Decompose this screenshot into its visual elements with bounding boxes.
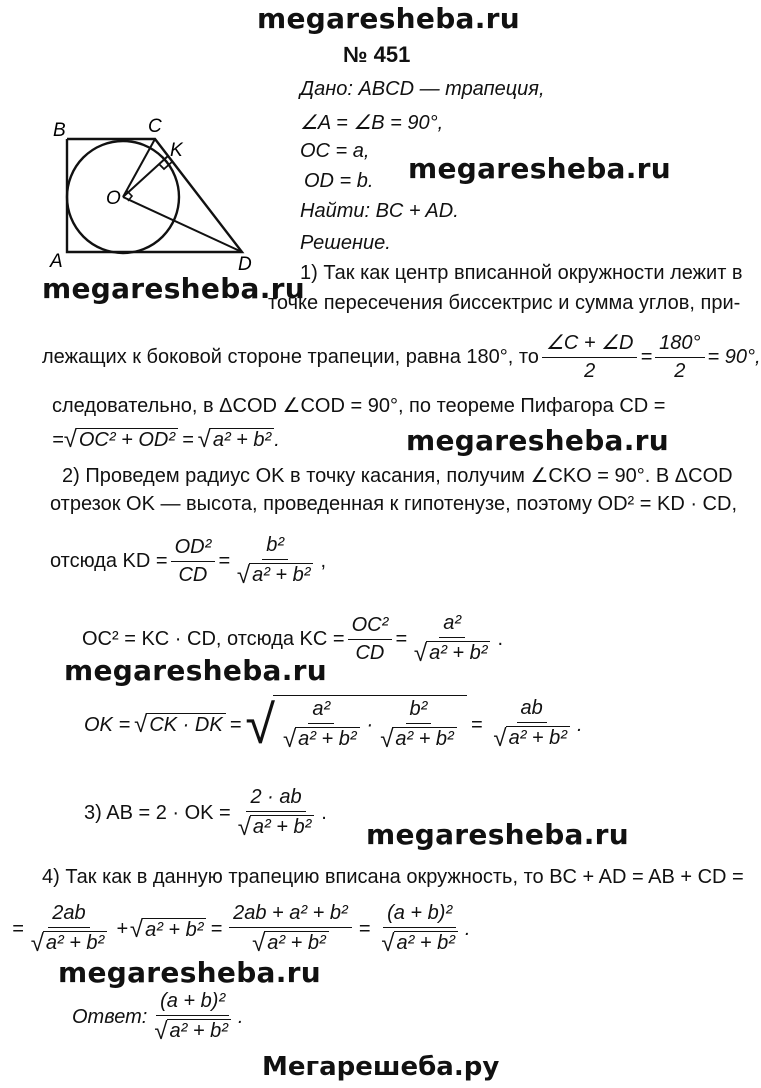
step2-line-1: 2) Проведем радиус OK в точку касания, получим ∠CKO = 90°. В ΔCOD bbox=[62, 465, 733, 487]
fraction-angles: $\frac{\angle C + \angle D}{2}$ bbox=[542, 332, 638, 383]
kc-formula: OC² = KC · CD, отсюда KC = $\frac{\text{OC²}}{CD}$ = $\frac{\text{a²}}{\text{√ a² + b²}}$ . bbox=[82, 612, 504, 667]
label-d: D bbox=[238, 254, 252, 275]
given-line-4: OD = b. bbox=[304, 170, 374, 192]
sqrt-oc-od: OC² + OD² bbox=[76, 428, 178, 452]
given-line-1: Дано: ABCD — трапеция, bbox=[300, 78, 545, 100]
problem-number: № 451 bbox=[343, 42, 411, 67]
kd-formula: отсюда KD = $\frac{\text{OD²}}{CD}$ = $\frac{\text{b²}}{\text{√ a² + b²}}$ , bbox=[50, 534, 327, 589]
ok-formula: OK = √ CK · DK = √ $\frac{\text{a²}}{\text{√ a² + b²}}$ · $\frac{\text{b²}}{\text{√ a² + b²}}$ = $\frac{ab}{\text{√ a² + b²}}$ . bbox=[84, 695, 583, 755]
given-line-3: OC = a, bbox=[300, 140, 370, 162]
segment-od bbox=[123, 197, 242, 252]
watermark-top: megaresheba.ru bbox=[257, 2, 521, 35]
label-c: C bbox=[148, 116, 162, 137]
given-line-2: ∠A = ∠B = 90°, bbox=[300, 112, 444, 134]
segment-ok bbox=[123, 156, 168, 197]
watermark-5: megaresheba.ru bbox=[366, 818, 630, 851]
step4-formula: = $\frac{2ab}{\text{√ a² + b²}}$ + √ a² + b² = $\frac{\text{2ab + a² + b²}}{\text{√ a² + b²}}$ = $\frac{\text{(a + b)²}}{\text{√ a² + b²}}$ . bbox=[12, 902, 471, 957]
label-o: O bbox=[106, 188, 121, 209]
step1-line-2: точке пересечения биссектрис и сумма углов, при- bbox=[268, 292, 741, 314]
label-a: A bbox=[50, 251, 63, 272]
step1-line-4: следовательно, в ΔCOD ∠COD = 90°, по теореме Пифагора CD = bbox=[52, 395, 666, 417]
answer: Ответ: $\frac{\text{(a + b)²}}{\text{√ a² + b²}}$ . bbox=[72, 990, 244, 1045]
sqrt-a-b: a² + b² bbox=[210, 428, 274, 452]
footer-site: Мегарешеба.ру bbox=[262, 1052, 500, 1082]
label-k: K bbox=[170, 140, 183, 161]
watermark-1: megaresheba.ru bbox=[408, 152, 672, 185]
watermark-2: megaresheba.ru bbox=[42, 272, 306, 305]
fraction-180: $\frac{180^\circ}{2}$ bbox=[655, 332, 704, 383]
trapezoid-figure bbox=[40, 112, 270, 275]
step2-line-2: отрезок OK — высота, проведенная к гипотенузе, поэтому OD² = KD · CD, bbox=[50, 493, 738, 515]
step1-line-5: = √ OC² + OD² = √ a² + b² . bbox=[52, 426, 280, 453]
step4-line-1: 4) Так как в данную трапецию вписана окружность, то BC + AD = AB + CD = bbox=[42, 866, 744, 888]
label-b: B bbox=[53, 120, 66, 141]
watermark-4: megaresheba.ru bbox=[64, 654, 328, 687]
trapezoid-outline bbox=[67, 139, 242, 252]
given-line-5: Найти: BC + AD. bbox=[300, 200, 459, 222]
watermark-6: megaresheba.ru bbox=[58, 956, 322, 989]
step1-line-1: 1) Так как центр вписанной окружности лежит в bbox=[300, 262, 743, 284]
step1-line-3-text: лежащих к боковой стороне трапеции, равна 180°, то bbox=[42, 346, 539, 368]
step3-formula: 3) AB = 2 · OK = $\frac{2 \cdot ab}{\text{√ a² + b²}}$ . bbox=[84, 786, 327, 841]
watermark-3: megaresheba.ru bbox=[406, 424, 670, 457]
given-line-6: Решение. bbox=[300, 232, 391, 254]
step1-line-3: лежащих к боковой стороне трапеции, равна 180°, то $\frac{\angle C + \angle D}{2}$ = $\frac{180^\circ}{2}$ = 90°, bbox=[42, 332, 761, 382]
segment-oc bbox=[123, 139, 155, 197]
